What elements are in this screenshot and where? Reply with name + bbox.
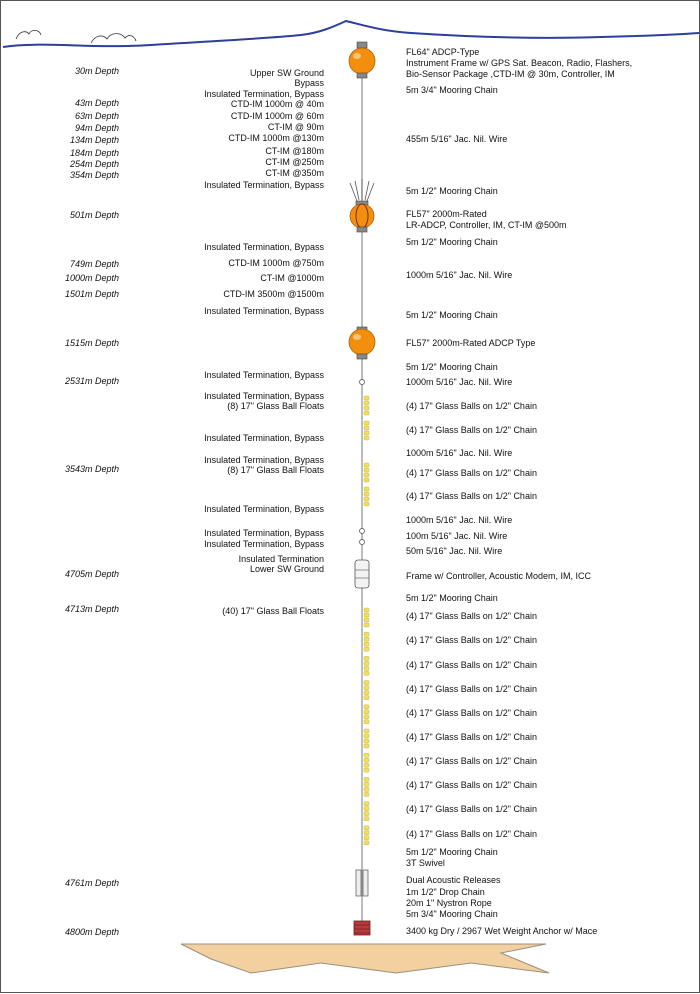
instrument-label: Insulated Termination (238, 554, 324, 564)
instrument-label: Insulated Termination, Bypass (204, 528, 324, 538)
component-label: FL64" ADCP-Type (406, 47, 480, 57)
cloud-left (16, 30, 41, 39)
component-label: FL57" 2000m-Rated (406, 209, 487, 219)
depth-label: 1000m Depth (64, 273, 119, 283)
glass-ball (364, 406, 369, 410)
instrument-label: CTD-IM 1000m @130m (228, 133, 324, 143)
instrument-label: CT-IM @180m (265, 146, 324, 156)
glass-ball (364, 613, 369, 617)
component-label: 455m 5/16" Jac. Nil. Wire (406, 134, 508, 144)
component-label: 5m 1/2" Mooring Chain (406, 237, 498, 247)
anchor-weight (354, 921, 370, 935)
depth-label: 30m Depth (74, 66, 119, 76)
glass-ball (364, 478, 369, 482)
glass-ball (364, 787, 369, 791)
glass-ball (364, 826, 369, 830)
component-label: (4) 17" Glass Balls on 1/2" Chain (406, 611, 537, 621)
instrument-label: CT-IM @ 90m (267, 122, 324, 132)
glass-ball (364, 492, 369, 496)
depth-label: 3543m Depth (64, 464, 119, 474)
component-label: 1000m 5/16" Jac. Nil. Wire (406, 515, 513, 525)
glass-ball (364, 734, 369, 738)
glass-ball (364, 831, 369, 835)
instrument-label: (8) 17" Glass Ball Floats (227, 465, 324, 475)
glass-ball (364, 632, 369, 636)
instrument-label: CTD-IM 3500m @1500m (223, 289, 324, 299)
glass-ball (364, 396, 369, 400)
glass-ball (364, 647, 369, 651)
instrument-label: Insulated Termination, Bypass (204, 89, 324, 99)
glass-ball (364, 401, 369, 405)
depth-label: 254m Depth (69, 159, 119, 169)
instrument-label: CTD-IM 1000m @750m (228, 258, 324, 268)
instrument-label: Insulated Termination, Bypass (204, 180, 324, 190)
depth-label: 1501m Depth (64, 289, 119, 299)
glass-ball (364, 691, 369, 695)
component-label: Bio-Sensor Package ,CTD-IM @ 30m, Controller, IM (406, 69, 615, 79)
glass-ball (364, 836, 369, 840)
glass-ball (364, 608, 369, 612)
seafloor (181, 944, 549, 973)
glass-ball (364, 487, 369, 491)
fl57-lr-adcp-float (350, 179, 374, 232)
component-label: 1m 1/2" Drop Chain (406, 887, 485, 897)
glass-ball (364, 782, 369, 786)
glass-ball (364, 720, 369, 724)
instrument-label: Upper SW Ground (249, 68, 324, 78)
depth-label: 4761m Depth (64, 878, 119, 888)
component-label: (4) 17" Glass Balls on 1/2" Chain (406, 491, 537, 501)
instrument-label: Bypass (294, 78, 324, 88)
glass-ball (364, 792, 369, 796)
glass-ball (364, 777, 369, 781)
component-label: 5m 3/4" Mooring Chain (406, 85, 498, 95)
glass-ball (364, 637, 369, 641)
component-label: 1000m 5/16" Jac. Nil. Wire (406, 448, 513, 458)
glass-ball (364, 681, 369, 685)
depth-label: 2531m Depth (64, 376, 119, 386)
sea-surface-line (3, 21, 699, 47)
component-label: 20m 1" Nystron Rope (406, 898, 492, 908)
glass-ball (364, 841, 369, 845)
glass-ball (364, 426, 369, 430)
glass-ball-floats (364, 396, 369, 845)
glass-ball (364, 686, 369, 690)
glass-ball (364, 661, 369, 665)
component-label: 5m 1/2" Mooring Chain (406, 593, 498, 603)
termination-ring (360, 540, 365, 545)
glass-ball (364, 468, 369, 472)
glass-ball (364, 666, 369, 670)
instrument-label: CTD-IM 1000m @ 40m (230, 99, 324, 109)
component-label: (4) 17" Glass Balls on 1/2" Chain (406, 635, 537, 645)
glass-ball (364, 421, 369, 425)
instrument-label: Insulated Termination, Bypass (204, 539, 324, 549)
component-label: Instrument Frame w/ GPS Sat. Beacon, Radio, Flashers, (406, 58, 633, 68)
glass-ball (364, 744, 369, 748)
glass-ball (364, 753, 369, 757)
glass-ball (364, 812, 369, 816)
glass-ball (364, 497, 369, 501)
depth-label: 4713m Depth (64, 604, 119, 614)
component-label: (4) 17" Glass Balls on 1/2" Chain (406, 684, 537, 694)
instrument-label: CT-IM @250m (265, 157, 324, 167)
component-label: 5m 1/2" Mooring Chain (406, 310, 498, 320)
cloud-right (91, 34, 136, 43)
instrument-label: CT-IM @350m (265, 168, 324, 178)
glass-ball (364, 739, 369, 743)
instrument-label: CT-IM @1000m (260, 273, 324, 283)
component-label: (4) 17" Glass Balls on 1/2" Chain (406, 401, 537, 411)
component-label: 5m 1/2" Mooring Chain (406, 186, 498, 196)
glass-ball (364, 763, 369, 767)
instrument-label: Insulated Termination, Bypass (204, 433, 324, 443)
instrument-label: CTD-IM 1000m @ 60m (230, 111, 324, 121)
glass-ball (364, 807, 369, 811)
glass-ball (364, 436, 369, 440)
glass-ball (364, 758, 369, 762)
glass-ball (364, 463, 369, 467)
instrument-label: Insulated Termination, Bypass (204, 306, 324, 316)
glass-ball (364, 768, 369, 772)
component-label: (4) 17" Glass Balls on 1/2" Chain (406, 780, 537, 790)
component-label: (4) 17" Glass Balls on 1/2" Chain (406, 829, 537, 839)
fl64-adcp-float (349, 42, 375, 78)
depth-label: 4705m Depth (64, 569, 119, 579)
component-label: FL57" 2000m-Rated ADCP Type (406, 338, 536, 348)
depth-label: 63m Depth (74, 111, 119, 121)
instrument-label: (8) 17" Glass Ball Floats (227, 401, 324, 411)
instrument-label: Insulated Termination, Bypass (204, 504, 324, 514)
component-label: Dual Acoustic Releases (406, 875, 501, 885)
instrument-label: Insulated Termination, Bypass (204, 391, 324, 401)
component-label: 5m 1/2" Mooring Chain (406, 847, 498, 857)
glass-ball (364, 715, 369, 719)
component-label: 3T Swivel (406, 858, 445, 868)
termination-ring (360, 529, 365, 534)
component-label: (4) 17" Glass Balls on 1/2" Chain (406, 804, 537, 814)
instrument-label: Insulated Termination, Bypass (204, 455, 324, 465)
component-label: 5m 3/4" Mooring Chain (406, 909, 498, 919)
component-label: 3400 kg Dry / 2967 Wet Weight Anchor w/ Mace (406, 926, 598, 936)
component-label: (4) 17" Glass Balls on 1/2" Chain (406, 468, 537, 478)
instrument-label: Lower SW Ground (249, 564, 324, 574)
glass-ball (364, 802, 369, 806)
glass-ball (364, 618, 369, 622)
glass-ball (364, 696, 369, 700)
termination-ring (360, 380, 365, 385)
depth-label: 43m Depth (74, 98, 119, 108)
depth-label: 354m Depth (69, 170, 119, 180)
component-label: (4) 17" Glass Balls on 1/2" Chain (406, 660, 537, 670)
component-label: 50m 5/16" Jac. Nil. Wire (406, 546, 503, 556)
component-label: (4) 17" Glass Balls on 1/2" Chain (406, 708, 537, 718)
component-label: Frame w/ Controller, Acoustic Modem, IM, ICC (406, 571, 592, 581)
component-label: 5m 1/2" Mooring Chain (406, 362, 498, 372)
glass-ball (364, 705, 369, 709)
glass-ball (364, 710, 369, 714)
glass-ball (364, 411, 369, 415)
component-label: (4) 17" Glass Balls on 1/2" Chain (406, 756, 537, 766)
glass-ball (364, 817, 369, 821)
glass-ball (364, 729, 369, 733)
glass-ball (364, 642, 369, 646)
component-label: LR-ADCP, Controller, IM, CT-IM @500m (406, 220, 567, 230)
depth-label: 184m Depth (69, 148, 119, 158)
component-label: (4) 17" Glass Balls on 1/2" Chain (406, 425, 537, 435)
glass-ball (364, 431, 369, 435)
glass-ball (364, 502, 369, 506)
component-label: (4) 17" Glass Balls on 1/2" Chain (406, 732, 537, 742)
depth-label: 4800m Depth (64, 927, 119, 937)
fl57-adcp-float (349, 327, 375, 359)
depth-label: 1515m Depth (64, 338, 119, 348)
glass-ball (364, 473, 369, 477)
component-label: 1000m 5/16" Jac. Nil. Wire (406, 270, 513, 280)
component-label: 100m 5/16" Jac. Nil. Wire (406, 531, 508, 541)
instrument-label: Insulated Termination, Bypass (204, 370, 324, 380)
glass-ball (364, 623, 369, 627)
acoustic-modem-frame (355, 560, 369, 588)
depth-label: 501m Depth (69, 210, 119, 220)
component-label: 1000m 5/16" Jac. Nil. Wire (406, 377, 513, 387)
depth-label: 134m Depth (69, 135, 119, 145)
instrument-label: (40) 17" Glass Ball Floats (222, 606, 324, 616)
depth-label: 94m Depth (74, 123, 119, 133)
glass-ball (364, 656, 369, 660)
glass-ball (364, 671, 369, 675)
depth-label: 749m Depth (69, 259, 119, 269)
instrument-label: Insulated Termination, Bypass (204, 242, 324, 252)
